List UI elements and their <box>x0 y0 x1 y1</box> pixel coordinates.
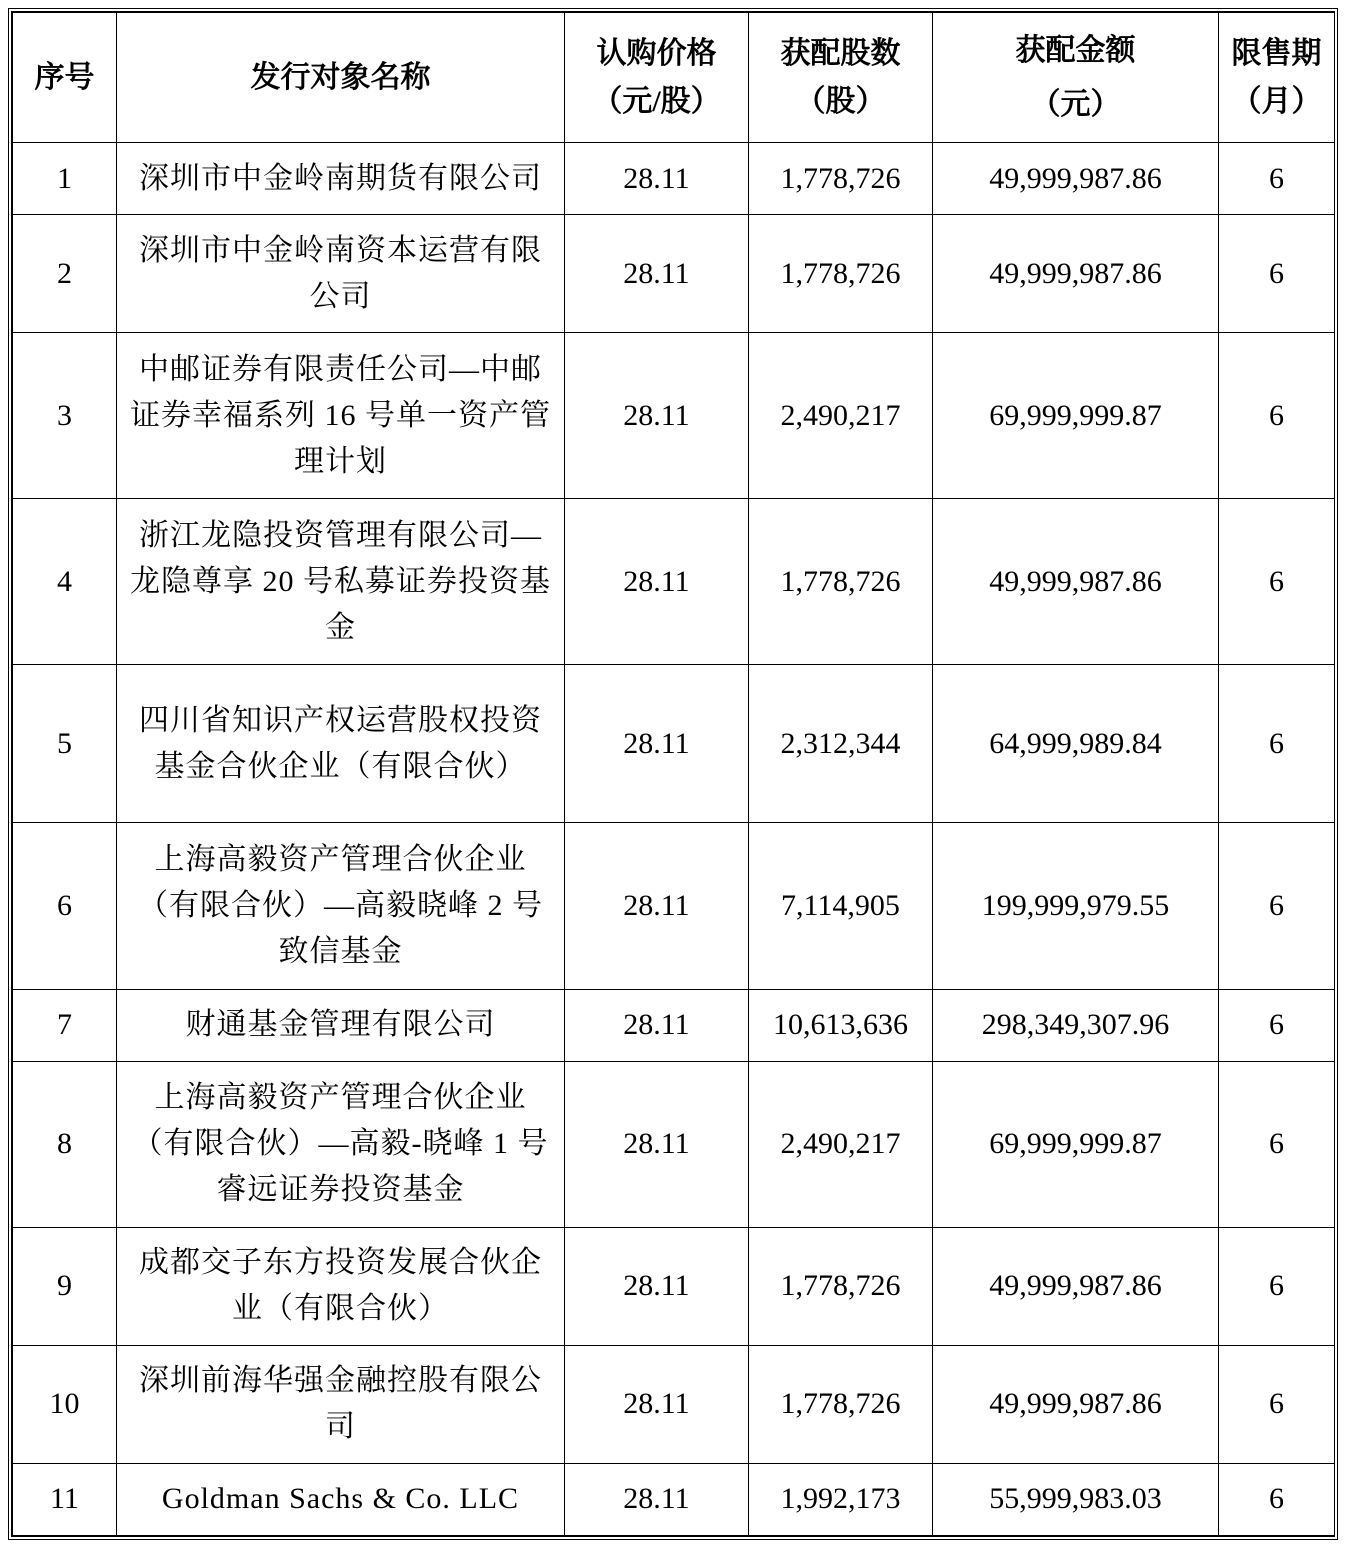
cell-shares: 1,778,726 <box>749 499 933 665</box>
cell-shares: 10,613,636 <box>749 989 933 1061</box>
cell-name: 浙江龙隐投资管理有限公司—龙隐尊享 20 号私募证券投资基金 <box>117 499 565 665</box>
cell-amount: 69,999,999.87 <box>933 1061 1219 1227</box>
cell-price: 28.11 <box>565 1463 749 1535</box>
cell-lock: 6 <box>1219 989 1335 1061</box>
header-seq-label: 序号 <box>34 60 95 94</box>
cell-shares: 2,490,217 <box>749 333 933 499</box>
cell-lock: 6 <box>1219 1345 1335 1463</box>
cell-name: 四川省知识产权运营股权投资基金合伙企业（有限合伙） <box>117 665 565 823</box>
cell-shares: 1,778,726 <box>749 143 933 215</box>
cell-seq: 5 <box>13 665 117 823</box>
cell-name: 深圳市中金岭南期货有限公司 <box>117 143 565 215</box>
cell-seq: 1 <box>13 143 117 215</box>
cell-amount: 49,999,987.86 <box>933 1227 1219 1345</box>
table-row <box>13 989 1335 1061</box>
header-amount-line2: （元） <box>1030 87 1121 121</box>
header-lock-line1: 限售期 <box>1231 36 1322 70</box>
cell-seq: 7 <box>13 989 117 1061</box>
cell-shares: 1,778,726 <box>749 215 933 333</box>
header-price-line1: 认购价格 <box>596 36 717 70</box>
allocation-table <box>12 12 1335 1536</box>
cell-lock: 6 <box>1219 823 1335 989</box>
cell-seq: 8 <box>13 1061 117 1227</box>
table-row <box>13 143 1335 215</box>
table-row <box>13 1061 1335 1227</box>
header-shares-line1: 获配股数 <box>780 36 901 70</box>
cell-name: 上海高毅资产管理合伙企业（有限合伙）—高毅-晓峰 1 号睿远证券投资基金 <box>117 1061 565 1227</box>
cell-shares: 1,778,726 <box>749 1345 933 1463</box>
cell-lock: 6 <box>1219 665 1335 823</box>
cell-price: 28.11 <box>565 499 749 665</box>
header-price-line2: （元/股） <box>592 84 721 118</box>
cell-price: 28.11 <box>565 989 749 1061</box>
cell-price: 28.11 <box>565 1227 749 1345</box>
allocation-table-frame <box>8 8 1338 1540</box>
cell-lock: 6 <box>1219 333 1335 499</box>
cell-lock: 6 <box>1219 215 1335 333</box>
cell-shares: 2,312,344 <box>749 665 933 823</box>
cell-amount: 298,349,307.96 <box>933 989 1219 1061</box>
table-row <box>13 1227 1335 1345</box>
cell-seq: 2 <box>13 215 117 333</box>
table-row <box>13 333 1335 499</box>
cell-amount: 64,999,989.84 <box>933 665 1219 823</box>
header-name-label: 发行对象名称 <box>250 60 431 94</box>
cell-seq: 4 <box>13 499 117 665</box>
cell-price: 28.11 <box>565 215 749 333</box>
cell-seq: 9 <box>13 1227 117 1345</box>
cell-seq: 10 <box>13 1345 117 1463</box>
cell-seq: 3 <box>13 333 117 499</box>
header-amount-line1: 获配金额 <box>1015 33 1136 67</box>
cell-name: 中邮证券有限责任公司—中邮证券幸福系列 16 号单一资产管理计划 <box>117 333 565 499</box>
cell-amount: 49,999,987.86 <box>933 215 1219 333</box>
header-lock-line2: （月） <box>1231 84 1322 118</box>
cell-lock: 6 <box>1219 499 1335 665</box>
cell-price: 28.11 <box>565 1345 749 1463</box>
table-row <box>13 823 1335 989</box>
cell-shares: 1,778,726 <box>749 1227 933 1345</box>
header-shares <box>749 13 933 143</box>
cell-seq: 11 <box>13 1463 117 1535</box>
header-row <box>13 13 1335 143</box>
cell-price: 28.11 <box>565 333 749 499</box>
cell-price: 28.11 <box>565 143 749 215</box>
cell-name: 财通基金管理有限公司 <box>117 989 565 1061</box>
cell-amount: 69,999,999.87 <box>933 333 1219 499</box>
header-shares-line2: （股） <box>795 84 886 118</box>
cell-name: 成都交子东方投资发展合伙企业（有限合伙） <box>117 1227 565 1345</box>
cell-lock: 6 <box>1219 1227 1335 1345</box>
cell-price: 28.11 <box>565 1061 749 1227</box>
cell-price: 28.11 <box>565 823 749 989</box>
table-row <box>13 215 1335 333</box>
cell-shares: 2,490,217 <box>749 1061 933 1227</box>
header-lock <box>1219 13 1335 143</box>
header-seq <box>13 13 117 143</box>
cell-shares: 1,992,173 <box>749 1463 933 1535</box>
cell-amount: 49,999,987.86 <box>933 499 1219 665</box>
table-row <box>13 499 1335 665</box>
cell-amount: 49,999,987.86 <box>933 1345 1219 1463</box>
cell-lock: 6 <box>1219 1463 1335 1535</box>
table-row <box>13 1463 1335 1535</box>
cell-lock: 6 <box>1219 143 1335 215</box>
cell-amount: 199,999,979.55 <box>933 823 1219 989</box>
header-price <box>565 13 749 143</box>
cell-price: 28.11 <box>565 665 749 823</box>
cell-shares: 7,114,905 <box>749 823 933 989</box>
header-amount <box>933 13 1219 143</box>
cell-lock: 6 <box>1219 1061 1335 1227</box>
cell-amount: 49,999,987.86 <box>933 143 1219 215</box>
table-row <box>13 1345 1335 1463</box>
cell-amount: 55,999,983.03 <box>933 1463 1219 1535</box>
header-name <box>117 13 565 143</box>
cell-seq: 6 <box>13 823 117 989</box>
cell-name: 上海高毅资产管理合伙企业（有限合伙）—高毅晓峰 2 号致信基金 <box>117 823 565 989</box>
cell-name: 深圳市中金岭南资本运营有限公司 <box>117 215 565 333</box>
table-row <box>13 665 1335 823</box>
cell-name: 深圳前海华强金融控股有限公司 <box>117 1345 565 1463</box>
cell-name: Goldman Sachs & Co. LLC <box>117 1463 565 1535</box>
